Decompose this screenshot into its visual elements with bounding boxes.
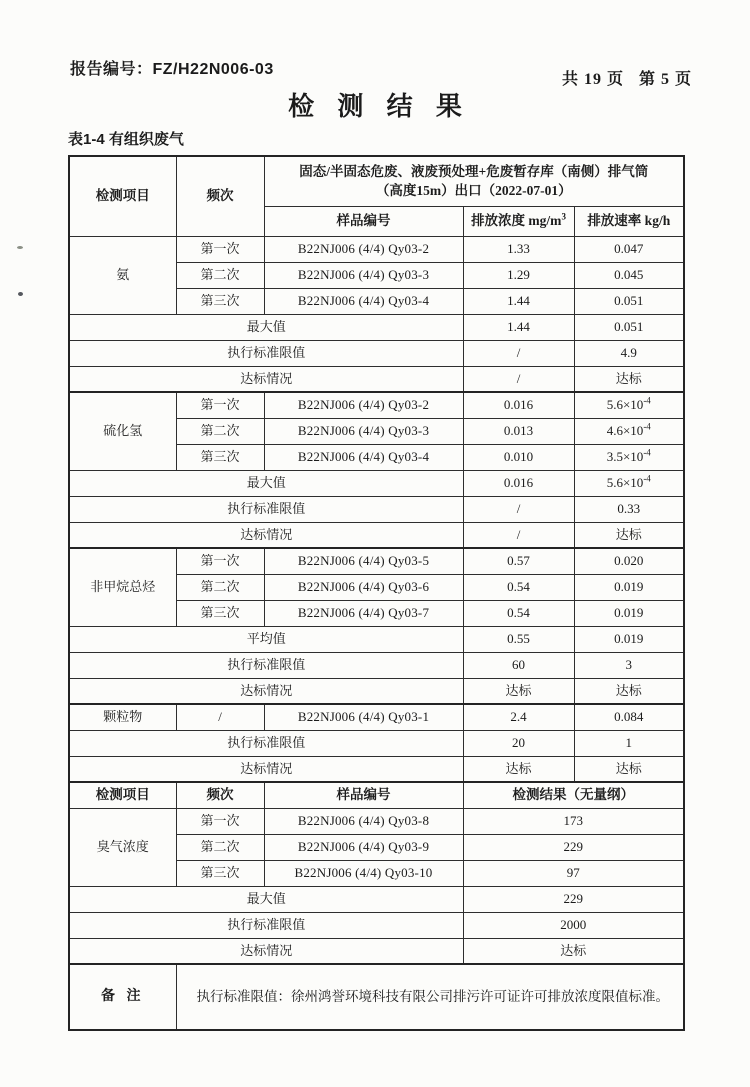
outlet-line1: 固态/半固态危废、液废预处理+危废暂存库（南侧）排气筒 [299, 163, 649, 179]
freq-cell: 第一次 [176, 808, 264, 834]
limit-label: 执行标准限值 [69, 340, 463, 366]
status-label: 达标情况 [69, 522, 463, 548]
sample-cell: B22NJ006 (4/4) Qy03-9 [264, 834, 463, 860]
conc-cell: 0.57 [463, 548, 574, 574]
freq-cell: 第一次 [176, 392, 264, 418]
table-row [69, 156, 684, 206]
avg-label: 平均值 [69, 626, 463, 652]
header-outlet [264, 156, 684, 206]
freq-cell: 第三次 [176, 600, 264, 626]
avg-conc: 0.55 [463, 626, 574, 652]
limit-label: 执行标准限值 [69, 652, 463, 678]
freq-cell: 第一次 [176, 236, 264, 262]
header-concentration: 排放浓度 $mg/m^3$ [463, 206, 574, 236]
table-caption: 表1-4 有组织废气 [68, 131, 184, 148]
rate-cell: $5.6\times 10^{-4}$ [574, 392, 684, 418]
table-row [69, 652, 684, 678]
item-ammonia: 氨 [69, 236, 176, 314]
table-row [69, 886, 684, 912]
max-conc: 1.44 [463, 314, 574, 340]
status-rate: 达标 [574, 756, 684, 782]
sample-cell: B22NJ006 (4/4) Qy03-10 [264, 860, 463, 886]
max-label: 最大值 [69, 314, 463, 340]
freq-cell: 第二次 [176, 418, 264, 444]
freq-cell: 第二次 [176, 262, 264, 288]
sample-cell: B22NJ006 (4/4) Qy03-4 [264, 288, 463, 314]
freq-cell: 第二次 [176, 574, 264, 600]
page-counter: 共 19 页 第 5 页 [561, 71, 692, 88]
max-rate: $5.6\times 10^{-4}$ [574, 470, 684, 496]
freq-cell: 第三次 [176, 288, 264, 314]
sample-cell: B22NJ006 (4/4) Qy03-8 [264, 808, 463, 834]
rate-cell: 0.084 [574, 704, 684, 730]
freq-cell: 第二次 [176, 834, 264, 860]
rate-cell: 0.051 [574, 288, 684, 314]
freq-cell: 第三次 [176, 444, 264, 470]
header2-frequency: 频次 [176, 782, 264, 808]
status-conc: 达标 [463, 678, 574, 704]
conc-cell: 0.010 [463, 444, 574, 470]
table-row [69, 912, 684, 938]
status-label: 达标情况 [69, 678, 463, 704]
avg-rate: 0.019 [574, 626, 684, 652]
rate-cell: 0.047 [574, 236, 684, 262]
table-row [69, 496, 684, 522]
sample-cell: B22NJ006 (4/4) Qy03-2 [264, 236, 463, 262]
table-row [69, 522, 684, 548]
rate-cell: $4.6\times 10^{-4}$ [574, 418, 684, 444]
header-frequency: 频次 [176, 156, 264, 236]
limit-rate: 3 [574, 652, 684, 678]
table-row [69, 938, 684, 964]
limit-result: 2000 [463, 912, 684, 938]
max-rate: 0.051 [574, 314, 684, 340]
table-row [69, 236, 684, 262]
remark-text: 执行标准限值：徐州鸿誉环境科技有限公司排污许可证许可排放浓度限值标准。 [176, 964, 684, 1030]
status-label: 达标情况 [69, 756, 463, 782]
table-row [69, 626, 684, 652]
table-row [69, 392, 684, 418]
status-conc: / [463, 522, 574, 548]
max-result: 229 [463, 886, 684, 912]
conc-cell: 1.44 [463, 288, 574, 314]
sample-cell: B22NJ006 (4/4) Qy03-7 [264, 600, 463, 626]
rate-cell: 0.019 [574, 600, 684, 626]
status-conc: / [463, 366, 574, 392]
conc-cell: 2.4 [463, 704, 574, 730]
sample-cell: B22NJ006 (4/4) Qy03-4 [264, 444, 463, 470]
conc-cell: 0.54 [463, 600, 574, 626]
table-row [69, 808, 684, 834]
page-title: 检 测 结 果 [288, 91, 470, 121]
sample-cell: B22NJ006 (4/4) Qy03-3 [264, 418, 463, 444]
scan-speck [18, 292, 23, 296]
status-label: 达标情况 [69, 366, 463, 392]
result-cell: 97 [463, 860, 684, 886]
conc-cell: 0.013 [463, 418, 574, 444]
freq-cell: 第三次 [176, 860, 264, 886]
remark-label: 备 注 [69, 964, 176, 1030]
item-pm: 颗粒物 [69, 704, 176, 730]
max-label: 最大值 [69, 470, 463, 496]
limit-rate: 1 [574, 730, 684, 756]
header-rate: 排放速率 kg/h [574, 206, 684, 236]
rate-cell: $3.5\times 10^{-4}$ [574, 444, 684, 470]
item-h2s: 硫化氢 [69, 392, 176, 470]
header-test-item: 检测项目 [69, 156, 176, 236]
status-result: 达标 [463, 938, 684, 964]
rate-cell: 0.045 [574, 262, 684, 288]
status-label: 达标情况 [69, 938, 463, 964]
table-row [69, 756, 684, 782]
conc-cell: 1.33 [463, 236, 574, 262]
limit-conc: 20 [463, 730, 574, 756]
rate-cell: 0.020 [574, 548, 684, 574]
table-row [69, 366, 684, 392]
header-sample-id: 样品编号 [264, 206, 463, 236]
max-label: 最大值 [69, 886, 463, 912]
table-row [69, 782, 684, 808]
table-row [69, 964, 684, 1030]
header2-test-item: 检测项目 [69, 782, 176, 808]
freq-cell: / [176, 704, 264, 730]
sample-cell: B22NJ006 (4/4) Qy03-5 [264, 548, 463, 574]
table-row [69, 704, 684, 730]
results-table [68, 155, 685, 1031]
limit-rate: 0.33 [574, 496, 684, 522]
table-row [69, 340, 684, 366]
table-row [69, 470, 684, 496]
table-row [69, 548, 684, 574]
outlet-line2: （高度15m）出口（2022-07-01） [375, 183, 572, 199]
result-cell: 173 [463, 808, 684, 834]
table-row [69, 678, 684, 704]
sample-cell: B22NJ006 (4/4) Qy03-2 [264, 392, 463, 418]
limit-conc: / [463, 496, 574, 522]
limit-label: 执行标准限值 [69, 496, 463, 522]
item-odor: 臭气浓度 [69, 808, 176, 886]
status-conc: 达标 [463, 756, 574, 782]
limit-rate: 4.9 [574, 340, 684, 366]
status-rate: 达标 [574, 678, 684, 704]
sample-cell: B22NJ006 (4/4) Qy03-3 [264, 262, 463, 288]
sample-cell: B22NJ006 (4/4) Qy03-1 [264, 704, 463, 730]
table-row [69, 730, 684, 756]
conc-cell: 0.54 [463, 574, 574, 600]
conc-cell: 1.29 [463, 262, 574, 288]
status-rate: 达标 [574, 522, 684, 548]
result-cell: 229 [463, 834, 684, 860]
item-nmhc: 非甲烷总烃 [69, 548, 176, 626]
rate-cell: 0.019 [574, 574, 684, 600]
limit-conc: / [463, 340, 574, 366]
max-conc: 0.016 [463, 470, 574, 496]
scan-speck [17, 246, 23, 249]
conc-cell: 0.016 [463, 392, 574, 418]
report-number: 报告编号：FZ/H22N006-03 [70, 61, 274, 78]
limit-label: 执行标准限值 [69, 912, 463, 938]
freq-cell: 第一次 [176, 548, 264, 574]
table-row [69, 314, 684, 340]
header2-result: 检测结果（无量纲） [463, 782, 684, 808]
sample-cell: B22NJ006 (4/4) Qy03-6 [264, 574, 463, 600]
limit-conc: 60 [463, 652, 574, 678]
header2-sample-id: 样品编号 [264, 782, 463, 808]
limit-label: 执行标准限值 [69, 730, 463, 756]
status-rate: 达标 [574, 366, 684, 392]
